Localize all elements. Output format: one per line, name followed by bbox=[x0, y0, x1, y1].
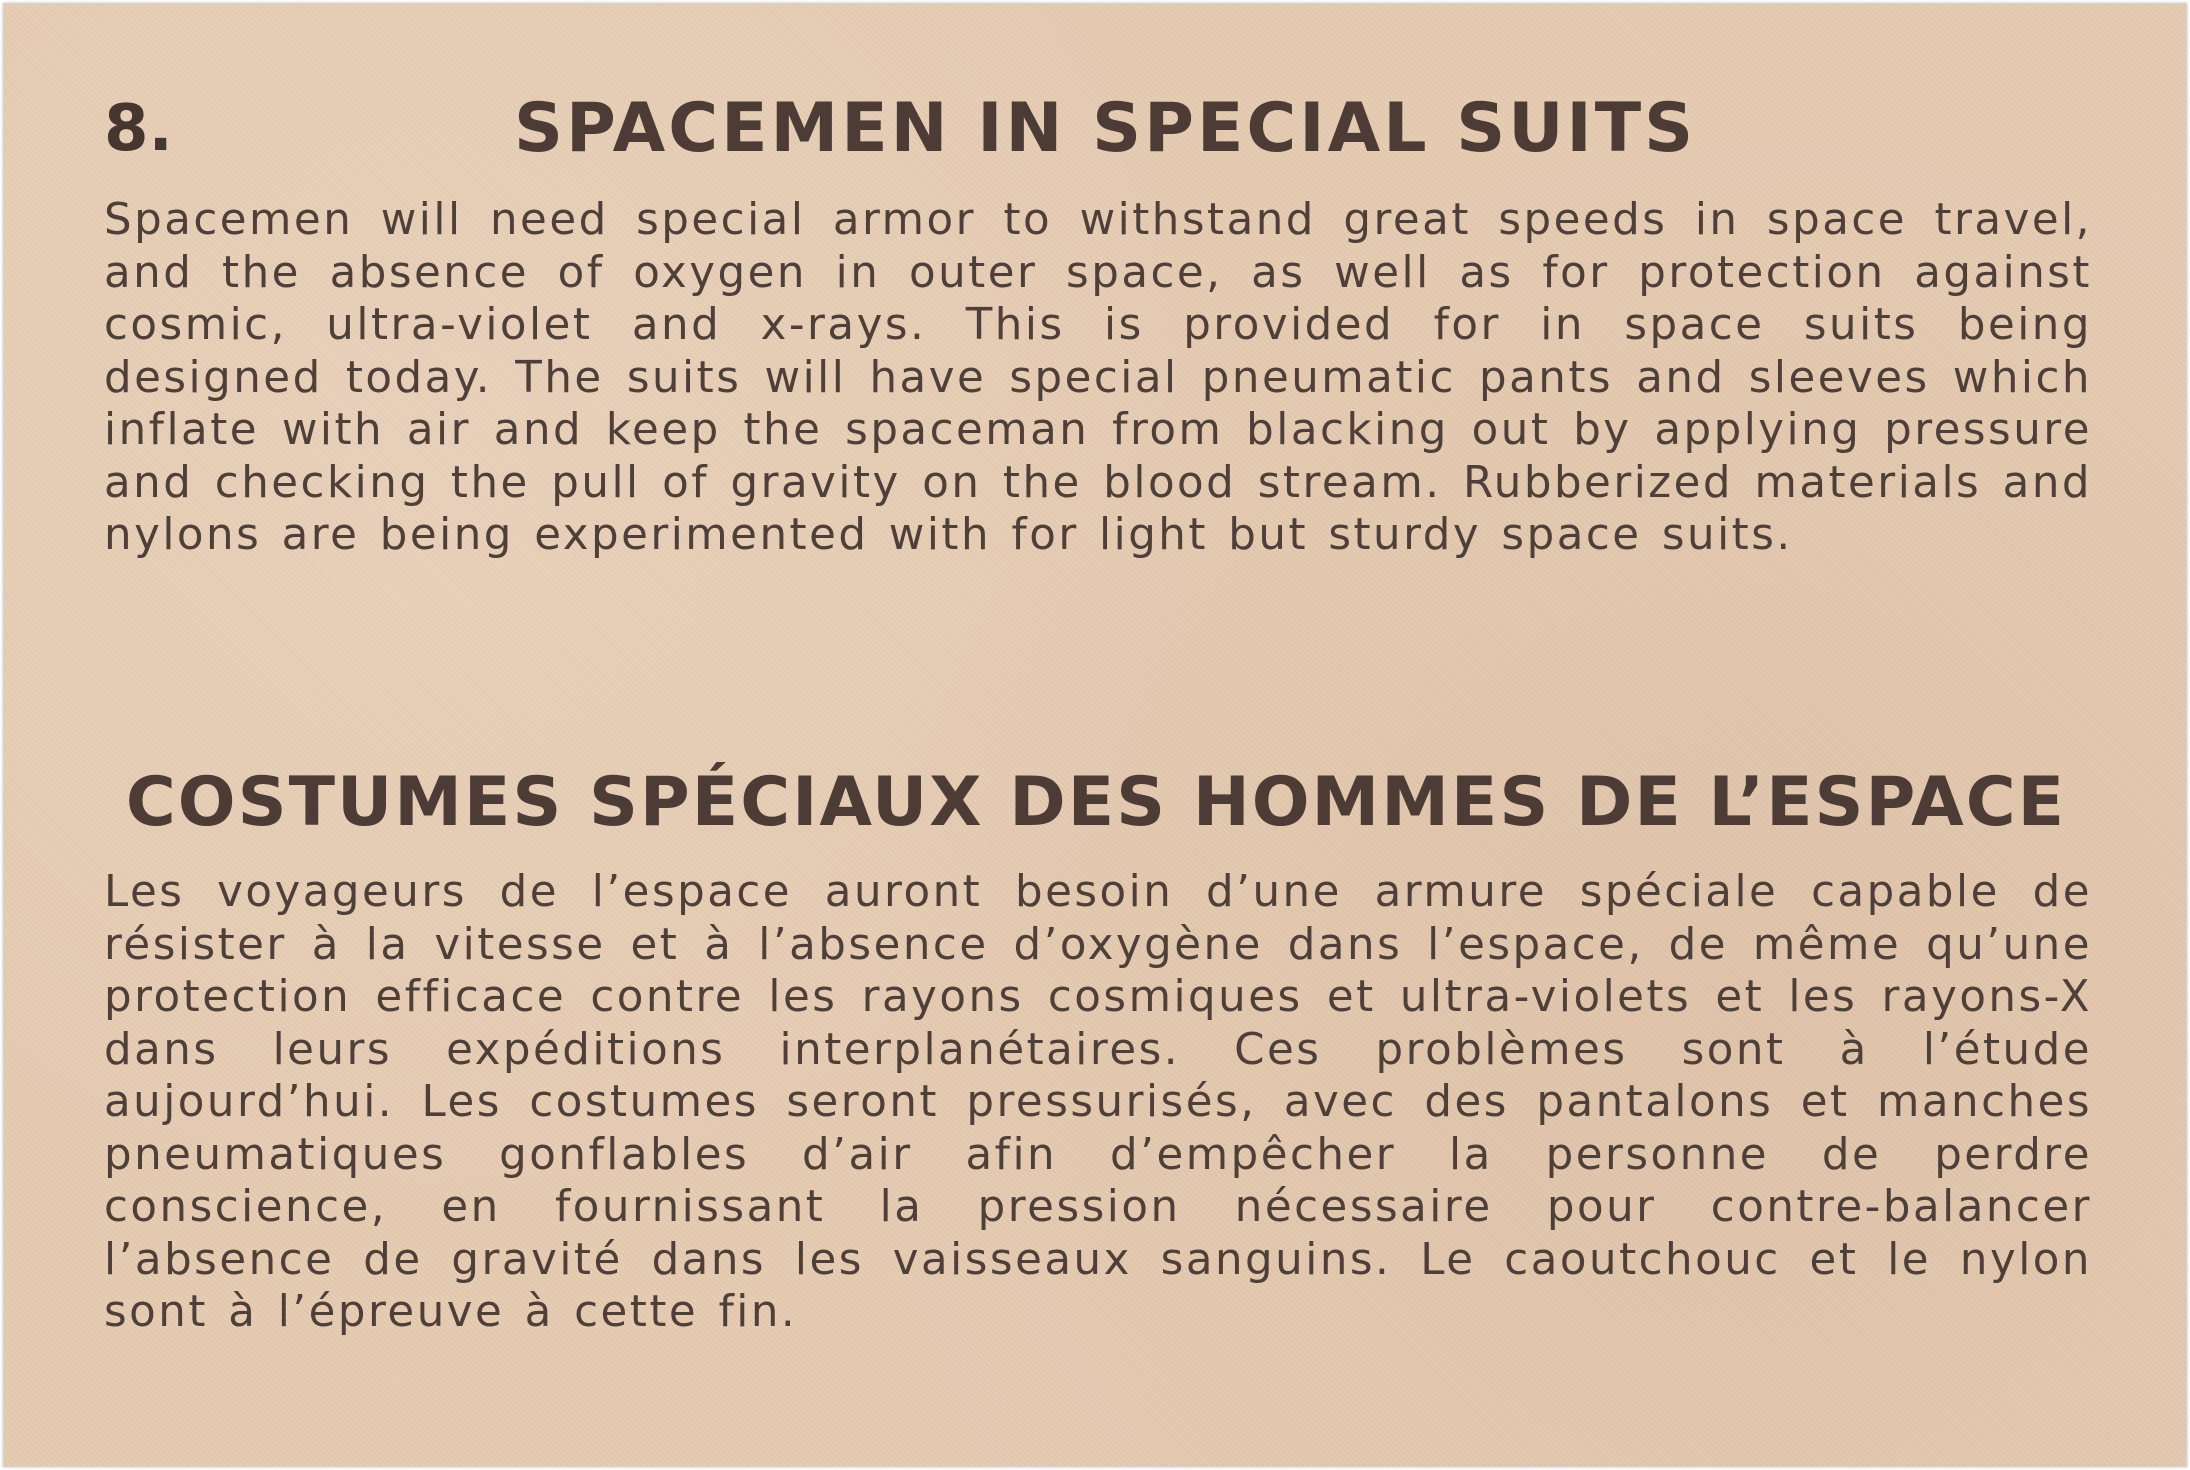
english-description: Spacemen will need special armor to withstand great speeds in space travel, and the absence of oxygen in outer space, as well as for protection against cosmic, ultra-violet and x-rays. This is provided for in space suits being designed today. The suits will have special pneumatic pants and sleeves which inflate with air and keep the spaceman from blacking out by applying pressure and checking the pull of gravity on the blood stream. Rubberized materials and nylons are being experimented with for light but sturdy space suits. bbox=[104, 195, 2092, 560]
card-number: 8. bbox=[104, 92, 173, 166]
french-description: Les voyageurs de l’espace auront besoin d’une armure spéciale capable de résister à la vitesse et à l’absence d’oxygène dans l’espace, de même qu’une protection efficace contre les rayons cosmiques et ultra-violets et les rayons-X dans leurs expéditions interplanétaires. Ces problèmes sont à l’étude aujourd’hui. Les costumes seront pressurisés, avec des pantalons et manches pneumatiques gonflables d’air afin d’empêcher la personne de perdre conscience, en fournissant la pression nécessaire pour contre-balancer l’absence de gravité dans les vaisseaux sanguins. Le caoutchouc et le nylon sont à l’épreuve à cette fin. bbox=[104, 867, 2092, 1337]
english-heading bbox=[104, 84, 2094, 174]
trading-card-back bbox=[3, 3, 2187, 1467]
english-title: SPACEMEN IN SPECIAL SUITS bbox=[514, 89, 1697, 168]
french-title: COSTUMES SPÉCIAUX DES HOMMES DE L’ESPACE bbox=[125, 763, 2067, 842]
